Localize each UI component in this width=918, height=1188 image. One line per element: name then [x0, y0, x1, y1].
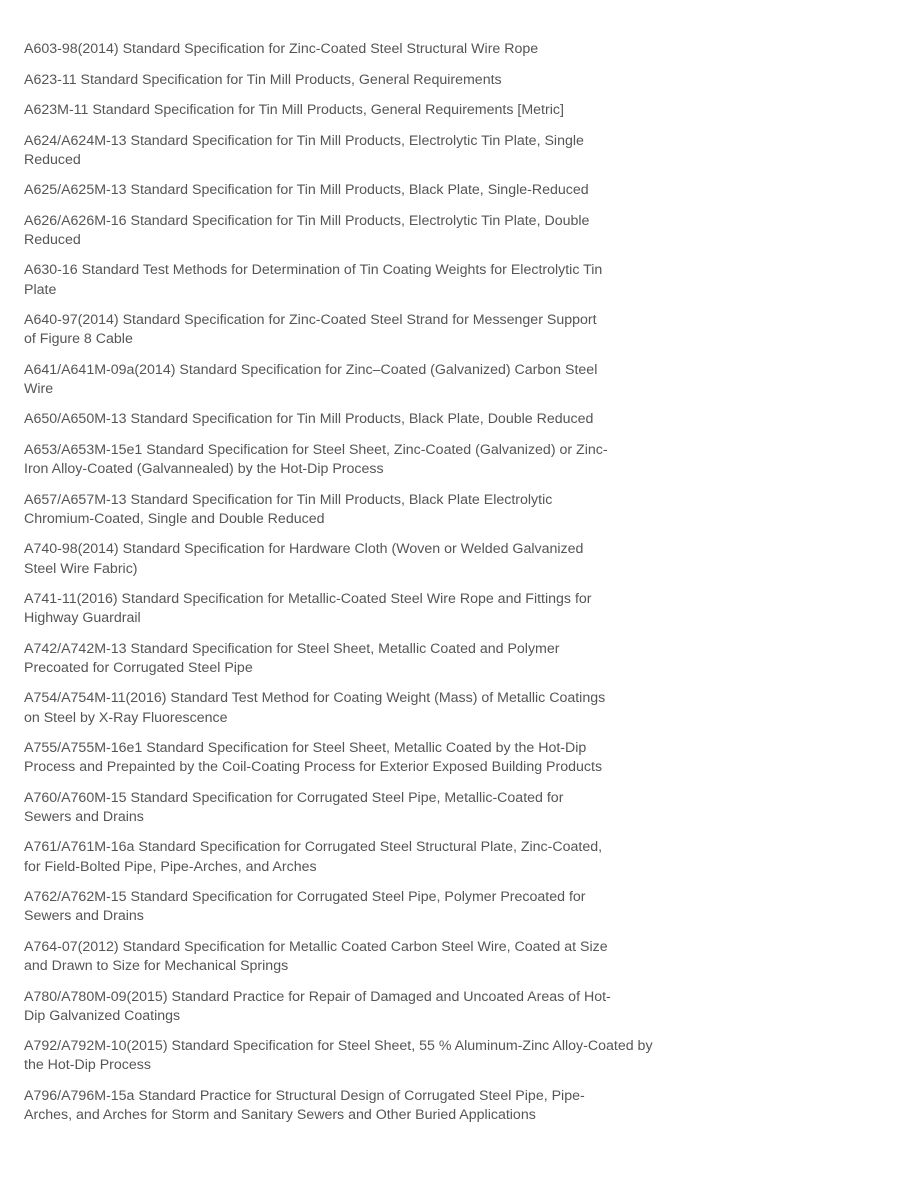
- entry-line: A740-98(2014) Standard Specification for Hardware Cloth (Woven or Welded Galvanized: [24, 541, 584, 558]
- entry-line: A780/A780M-09(2015) Standard Practice for Repair of Damaged and Uncoated Areas of Hot-: [24, 988, 611, 1005]
- standards-list: [24, 40, 684, 1137]
- list-item: [24, 181, 684, 212]
- list-item: [24, 739, 684, 789]
- entry-line: Steel Wire Fabric): [24, 560, 138, 577]
- entry-line: A796/A796M-15a Standard Practice for Structural Design of Corrugated Steel Pipe, Pipe-: [24, 1087, 585, 1104]
- entry-line: A755/A755M-16e1 Standard Specification for Steel Sheet, Metallic Coated by the Hot-Dip: [24, 740, 587, 757]
- entry-line: A742/A742M-13 Standard Specification for Steel Sheet, Metallic Coated and Polymer: [24, 640, 560, 657]
- entry-line: Process and Prepainted by the Coil-Coating Process for Exterior Exposed Building Products: [24, 759, 603, 776]
- list-item: [24, 311, 684, 361]
- entry-line: Reduced: [24, 151, 81, 168]
- entry-line: A625/A625M-13 Standard Specification for Tin Mill Products, Black Plate, Single-Reduced: [24, 182, 589, 199]
- entry-line: Sewers and Drains: [24, 809, 144, 826]
- entry-line: the Hot-Dip Process: [24, 1057, 151, 1074]
- list-item: [24, 938, 684, 988]
- list-item: [24, 261, 684, 311]
- entry-line: A641/A641M-09a(2014) Standard Specification for Zinc–Coated (Galvanized) Carbon Steel: [24, 361, 598, 378]
- list-item: [24, 838, 684, 888]
- list-item: [24, 590, 684, 640]
- list-item: [24, 132, 684, 182]
- entry-line: Wire: [24, 381, 54, 398]
- entry-line: A650/A650M-13 Standard Specification for Tin Mill Products, Black Plate, Double Reduced: [24, 411, 594, 428]
- list-item: [24, 361, 684, 411]
- list-item: [24, 1087, 684, 1137]
- entry-line: A623M-11 Standard Specification for Tin Mill Products, General Requirements [Metric]: [24, 102, 564, 118]
- list-item: [24, 540, 684, 590]
- entry-line: A630-16 Standard Test Methods for Determination of Tin Coating Weights for Electrolytic Tin: [24, 262, 603, 279]
- entry-line: for Field-Bolted Pipe, Pipe-Arches, and Arches: [24, 858, 317, 875]
- entry-line: and Drawn to Size for Mechanical Springs: [24, 958, 289, 975]
- entry-line: A603-98(2014) Standard Specification for Zinc-Coated Steel Structural Wire Rope: [24, 41, 539, 57]
- list-item: [24, 640, 684, 690]
- entry-line: A653/A653M-15e1 Standard Specification for Steel Sheet, Zinc-Coated (Galvanized) or Zinc-: [24, 441, 608, 458]
- entry-line: A761/A761M-16a Standard Specification for Corrugated Steel Structural Plate, Zinc-Coated,: [24, 839, 603, 856]
- entry-line: on Steel by X-Ray Fluorescence: [24, 709, 228, 726]
- entry-line: A657/A657M-13 Standard Specification for Tin Mill Products, Black Plate Electrolytic: [24, 491, 553, 508]
- entry-line: A764-07(2012) Standard Specification for Metallic Coated Carbon Steel Wire, Coated at Size: [24, 938, 608, 955]
- list-item: [24, 888, 684, 938]
- entry-line: A624/A624M-13 Standard Specification for Tin Mill Products, Electrolytic Tin Plate, Single: [24, 132, 584, 149]
- list-item: [24, 101, 684, 132]
- entry-line: Iron Alloy-Coated (Galvannealed) by the Hot-Dip Process: [24, 461, 384, 478]
- entry-line: A626/A626M-16 Standard Specification for Tin Mill Products, Electrolytic Tin Plate, Double: [24, 212, 590, 229]
- entry-line: A754/A754M-11(2016) Standard Test Method for Coating Weight (Mass) of Metallic Coatings: [24, 690, 606, 707]
- list-item: [24, 441, 684, 491]
- entry-line: Arches, and Arches for Storm and Sanitary Sewers and Other Buried Applications: [24, 1107, 536, 1124]
- entry-line: Chromium-Coated, Single and Double Reduced: [24, 510, 325, 527]
- list-item: [24, 212, 684, 262]
- list-item: [24, 789, 684, 839]
- list-item: [24, 1037, 684, 1087]
- list-item: [24, 988, 684, 1038]
- entry-line: Precoated for Corrugated Steel Pipe: [24, 659, 253, 676]
- entry-line: A760/A760M-15 Standard Specification for Corrugated Steel Pipe, Metallic-Coated for: [24, 789, 564, 806]
- entry-line: Sewers and Drains: [24, 908, 144, 925]
- list-item: [24, 40, 684, 71]
- entry-line: A792/A792M-10(2015) Standard Specification for Steel Sheet, 55 % Aluminum-Zinc Alloy-Coated by: [24, 1038, 653, 1055]
- entry-line: Plate: [24, 281, 57, 298]
- list-item: [24, 71, 684, 102]
- entry-line: of Figure 8 Cable: [24, 331, 133, 348]
- entry-line: A762/A762M-15 Standard Specification for Corrugated Steel Pipe, Polymer Precoated for: [24, 889, 586, 906]
- entry-line: Reduced: [24, 231, 81, 248]
- entry-line: Highway Guardrail: [24, 610, 141, 627]
- entry-line: A741-11(2016) Standard Specification for Metallic-Coated Steel Wire Rope and Fittings for: [24, 591, 592, 607]
- entry-line: A640-97(2014) Standard Specification for Zinc-Coated Steel Strand for Messenger Support: [24, 312, 597, 329]
- list-item: [24, 491, 684, 541]
- entry-line: A623-11 Standard Specification for Tin Mill Products, General Requirements: [24, 71, 502, 88]
- list-item: [24, 689, 684, 739]
- list-item: [24, 410, 684, 441]
- entry-line: Dip Galvanized Coatings: [24, 1007, 181, 1024]
